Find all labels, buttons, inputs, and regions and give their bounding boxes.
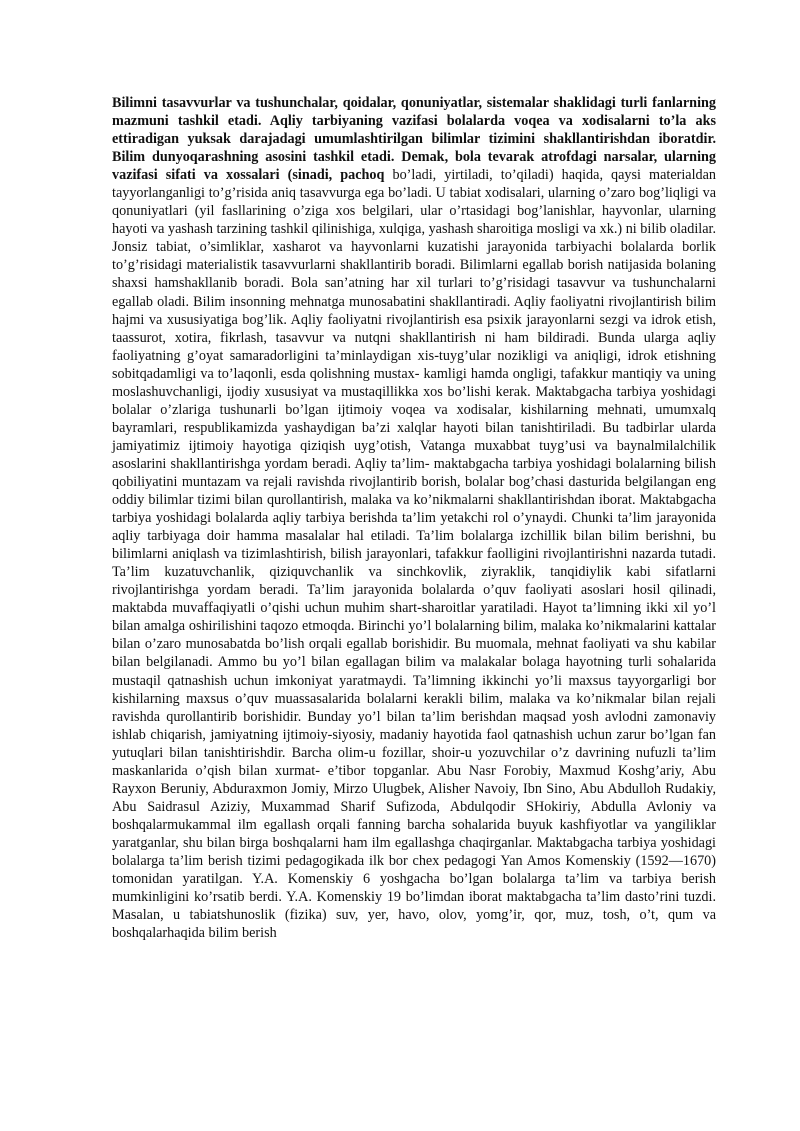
document-page	[112, 94, 716, 942]
lead-text-bold: Bilimni tasavvurlar va tushunchalar, qoidalar, qonuniyatlar, sistemalar shaklidagi turli fanlarning mazmuni tashkil etadi. Aqliy tarbiyaning vazifasi bolalarda voqea va xodisalarni to’la aks ettiradigan yuksak darajadagi umumlashtirilgan bilimlar tizimini shakllantirishdan iboratdir. Bilim dunyoqarashning asosini tashkil etadi. Demak, bola tevarak atrofdagi narsalar, ularning vazifasi sifati va xossalari (sinadi, pachoq	[112, 95, 716, 184]
body-text: bo’ladi, yirtiladi, to’qiladi) haqida, qaysi materialdan tayyorlanganligi to’g’risida aniq tasavvurga ega bo’ladi. U tabiat xodisalari, ularning o’zaro bog’liqligi va qonuniyatlari (yil fasllarining o’ziga xos belgilari, ular o’rtasidagi bog’lanishlar, hayvonlar, ularning hayoti va yashash tarzining tashkil qilinishiga, xulqiga, yashash sharoitiga mosligi va xk.) ni bilib oladilar. Jonsiz tabiat, o’simliklar, xasharot va hayvonlarni kuzatishi jarayonida tarbiyachi bolalarda borlik to’g’risidagi materialistik tasavvurlarni shakllantirib boradi. Bilimlarni egallab borish natijasida bolaning shaxsi hamshakllanib boradi. Bola san’atning har xil turlari to’g’risidagi tasavvur va tushunchalarni egallab oladi. Bilim insonning mehnatga munosabatini shakllantiradi. Aqliy faoliyatni rivojlantirish bilim hajmi va xususiyatiga bog’lik. Aqliy faoliyatni rivojlantirish esa psixik jarayonlarni sezgi va idrok etish, taassurot, xotira, fikrlash, tasavvur va nutqni shakllantirish ni ham bildiradi. Bunda ularga aqliy faoliyatning g’oyat samaradorligini ta’minlaydigan xis-tuyg’ular nozikligi va aniqligi, idrok etishning sobitqadamligi va to’laqonli, esda qolishning mustax- kamligi hamda ongligi, tafakkur mantiqiy va uning moslashuvchanligi, ijodiy xususiyat va mustaqillikka xos bo’lishi kerak. Maktabgacha tarbiya yoshidagi bolalar o’zlariga tushunarli bo’lgan ijtimoiy voqea va xodisalar, kishilarning mehnati, umumxalq bayramlari, respublikamizda yashaydigan ba’zi xalqlar hayoti bilan tanishtiriladi. Bu tadbirlar ularda jamiyatimiz ijtimoiy hayotiga qiziqish uyg’otish, Vatanga muxabbat tuyg’usi va baynalmilalchilik asoslarini shakllantirishga yordam beradi. Aqliy ta’lim- maktabgacha tarbiya yoshidagi bolalarning bilish qobiliyatini muntazam va rejali ravishda rivojlantirib borish, bolalar bog’chasi dasturida belgilangan eng oddiy bilimlar tizimi bilan qurollantirish, malaka va ko’nikmalarni shakllantirishdan iborat. Maktabgacha tarbiya yoshidagi bolalarda aqliy tarbiya berishda ta’lim yetakchi rol o’ynaydi. Chunki ta’lim jarayonida aqliy tarbiyaga doir hamma masalalar hal etiladi. Ta’lim bolalarga izchillik bilan bilim berishni, bu bilimlarni aniqlash va tizimlashtirish, bilish jarayonlari, tafakkur faolligini rivojlantirishni nazarda tutadi. Ta’lim kuzatuvchanlik, qiziquvchanlik va sinchkovlik, ziyraklik, tanqidiylik kabi sifatlarni rivojlantirishga yordam beradi. Ta’lim jarayonida bolalarda o’quv faoliyati asoslari hosil qilinadi, maktabda muvaffaqiyatli o’qishi uchun muhim shart-sharoitlar yaratiladi. Hayot ta’limning ikki xil yo’l bilan amalga oshirilishini taqozo etmoqda. Birinchi yo’l bolalarning bilim, malaka ko’nikmalarini kattalar bilan o’zaro munosabatda bo’lish orqali egallab borishidir. Bu muomala, mehnat faoliyati va shu kabilar bilan belgilanadi. Ammo bu yo’l bilan egallagan bilim va malakalar bolaga hayotning turli sohalarida mustaqil qatnashish uchun imkoniyat yaratmaydi. Ta’limning ikkinchi yo’li maxsus tayyorgarligi bor kishilarning maxsus o’quv muassasalarida bolalarni kerakli bilim, malaka va ko’nikmalar bilan rejali ravishda qurollantirib borishidir. Bunday yo’l bilan ta’lim berishdan maqsad yosh avlodni zamonaviy ishlab chiqarish, jamiyatning ijtimoiy-siyosiy, madaniy hayotida faol qatnashish uchun zarur bo’lgan fan yutuqlari bilan tanishtirishdir. Barcha olim-u fozillar, shoir-u yozuvchilar o’z davrining nufuzli ta’lim maskanlarida o’qish bilan xurmat- e’tibor topganlar. Abu Nasr Forobiy, Maxmud Koshg’ariy, Abu Rayxon Beruniy, Abduraxmon Jomiy, Mirzo Ulugbek, Alisher Navoiy, Ibn Sino, Abu Abdulloh Rudakiy, Abu Saidrasul Aziziy, Muxammad Sharif Sufizoda, Abdulqodir SHokiriy, Abdulla Avloniy va boshqalarmukammal ilm egallash orqali fanning barcha sohalarida buyuk kashfiyotlar va yangiliklar yaratganlar, shu bilan birga boshqalarni ham ilm egallashga chaqirganlar. Maktabgacha tarbiya yoshidagi bolalarga ta’lim berish tizimi pedagogikada ilk bor chex pedagogi Yan Amos Komenskiy (1592—1670) tomonidan yaratilgan. Y.A. Komenskiy 6 yoshgacha bo’lgan bolalarga ta’lim va tarbiya berish mumkinligini ko’rsatib berdi. Y.A. Komenskiy 19 bo’limdan iborat maktabgacha ta’lim dasto’rini tuzdi. Masalan, u tabiatshunoslik (fizika) suv, yer, havo, olov, yomg’ir, qor, muz, tosh, o’t, qum va boshqalarhaqida bilim berish	[112, 167, 717, 942]
body-paragraph	[112, 94, 716, 942]
